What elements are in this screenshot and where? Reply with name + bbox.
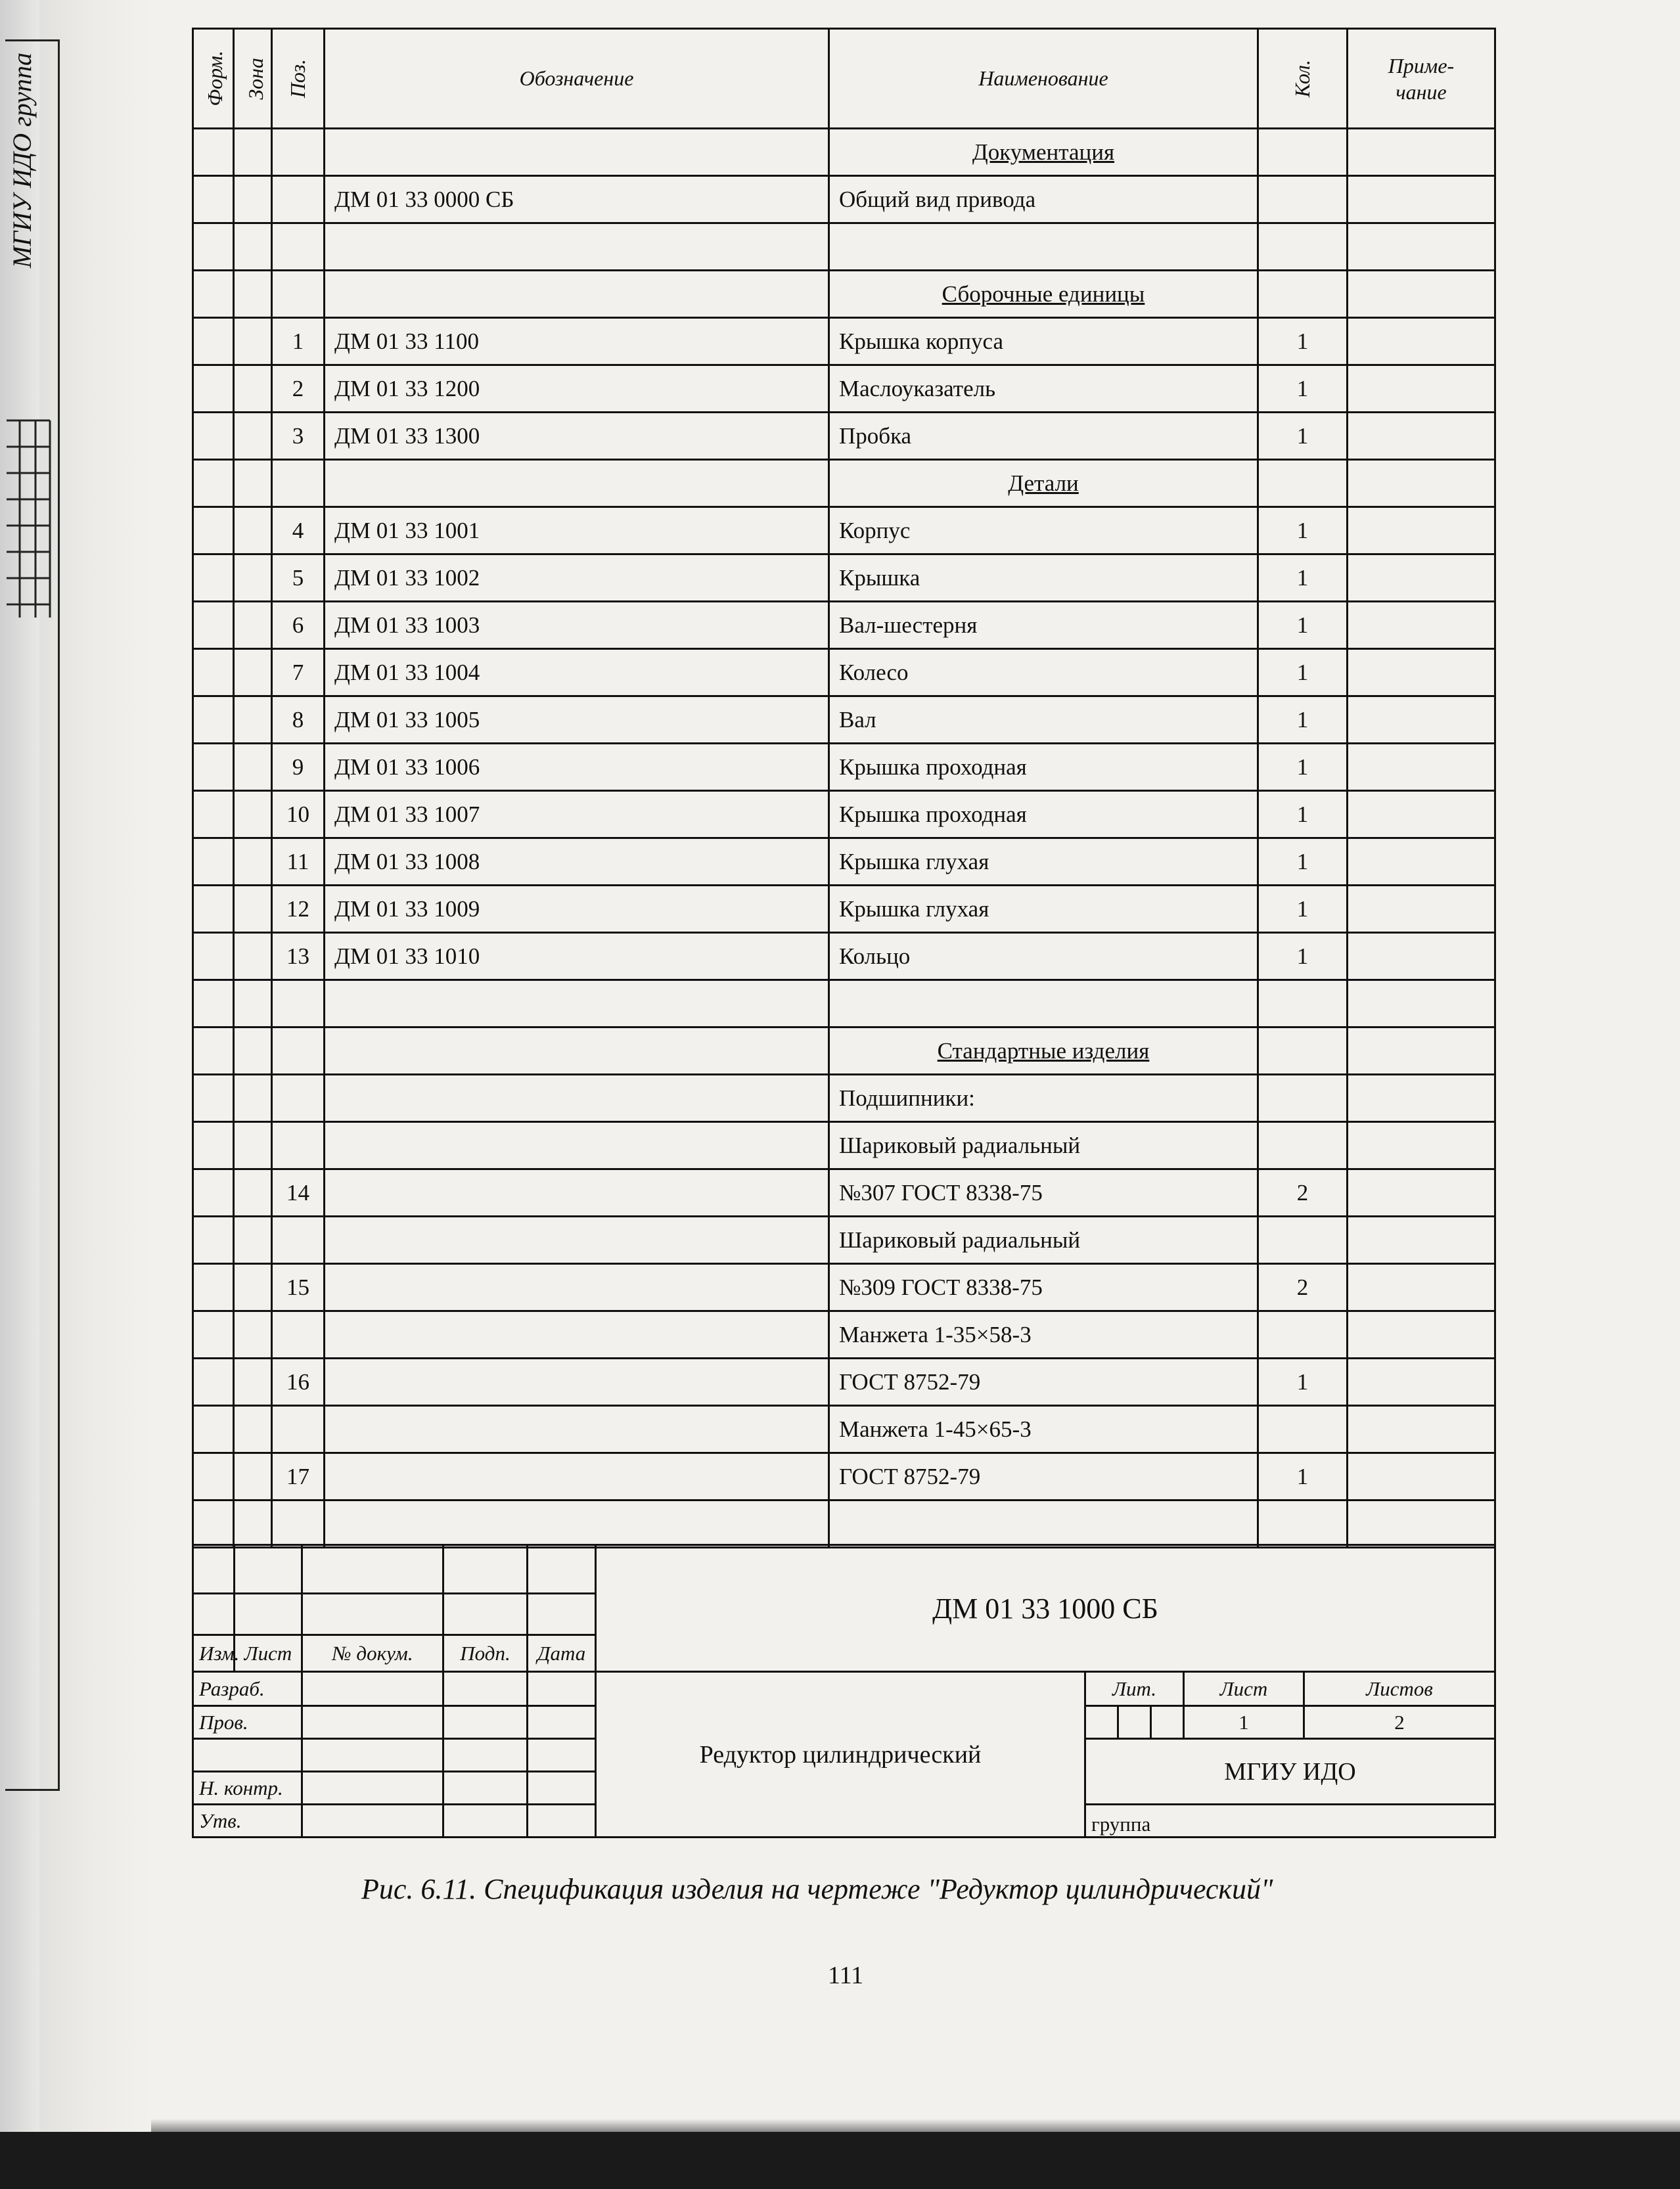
cell-note (1348, 980, 1495, 1027)
cell-note (1348, 744, 1495, 791)
cell-format (193, 696, 234, 744)
cell-designation (325, 1406, 829, 1453)
cell-designation: ДМ 01 33 1100 (325, 318, 829, 365)
cell-note (1348, 507, 1495, 554)
cell-position: 10 (272, 791, 325, 838)
table-row (193, 744, 1495, 791)
cell-zone (234, 602, 272, 649)
cell-format (193, 1501, 234, 1548)
row-prov: Пров. (193, 1706, 302, 1739)
cell-note (1348, 1453, 1495, 1501)
cell-zone (234, 129, 272, 176)
table-row (193, 1406, 1495, 1453)
cell-note (1348, 460, 1495, 507)
cell-name: Пробка (829, 413, 1258, 460)
cell-position: 17 (272, 1453, 325, 1501)
cell-quantity: 1 (1258, 933, 1348, 980)
cell-position: 15 (272, 1264, 325, 1311)
cell-designation (325, 1359, 829, 1406)
table-row (193, 649, 1495, 696)
side-grid-marks (7, 420, 50, 618)
sheets-value: 2 (1304, 1706, 1495, 1739)
table-row (193, 365, 1495, 413)
cell-name: №309 ГОСТ 8338-75 (829, 1264, 1258, 1311)
cell-note (1348, 554, 1495, 602)
cell-zone (234, 460, 272, 507)
cell-designation: ДМ 01 33 1010 (325, 933, 829, 980)
cell-format (193, 507, 234, 554)
table-row (193, 980, 1495, 1027)
cell-zone (234, 1264, 272, 1311)
cell-position: 12 (272, 886, 325, 933)
cell-note (1348, 1027, 1495, 1075)
table-row (193, 223, 1495, 271)
cell-name: Манжета 1-35×58-3 (829, 1311, 1258, 1359)
cell-format (193, 980, 234, 1027)
cell-zone (234, 886, 272, 933)
cell-zone (234, 413, 272, 460)
col-date: Дата (528, 1635, 596, 1672)
table-row (193, 1027, 1495, 1075)
cell-zone (234, 1169, 272, 1217)
table-row (193, 1169, 1495, 1217)
table-row (193, 791, 1495, 838)
cell-note (1348, 791, 1495, 838)
cell-designation (325, 1075, 829, 1122)
cell-note (1348, 838, 1495, 886)
cell-name: Крышка проходная (829, 744, 1258, 791)
cell-name (829, 129, 1258, 176)
organization: МГИУ ИДО (1085, 1739, 1495, 1805)
header-row (193, 29, 1495, 129)
cell-designation (325, 1122, 829, 1169)
cell-name: Крышка проходная (829, 791, 1258, 838)
cell-quantity (1258, 1122, 1348, 1169)
cell-quantity (1258, 1311, 1348, 1359)
cell-zone (234, 1453, 272, 1501)
col-sheet: Лист (1184, 1672, 1304, 1706)
cell-quantity: 1 (1258, 602, 1348, 649)
cell-note (1348, 649, 1495, 696)
cell-format (193, 223, 234, 271)
cell-position: 6 (272, 602, 325, 649)
cell-format (193, 933, 234, 980)
cell-zone (234, 649, 272, 696)
cell-designation (325, 980, 829, 1027)
cell-name: №307 ГОСТ 8338-75 (829, 1169, 1258, 1217)
cell-designation (325, 1027, 829, 1075)
cell-note (1348, 1359, 1495, 1406)
cell-zone (234, 1359, 272, 1406)
cell-position: 5 (272, 554, 325, 602)
cell-format (193, 554, 234, 602)
cell-designation: ДМ 01 33 1009 (325, 886, 829, 933)
cell-position: 4 (272, 507, 325, 554)
section-heading: Документация (972, 139, 1115, 165)
cell-designation (325, 1501, 829, 1548)
table-row (193, 318, 1495, 365)
cell-format (193, 365, 234, 413)
cell-position (272, 1217, 325, 1264)
cell-name: Маслоуказатель (829, 365, 1258, 413)
side-stamp-frame (5, 39, 60, 1791)
cell-quantity: 1 (1258, 744, 1348, 791)
cell-format (193, 129, 234, 176)
title-block (192, 1544, 1496, 1838)
cell-name: Колесо (829, 649, 1258, 696)
col-sheets: Листов (1304, 1672, 1495, 1706)
cell-position: 2 (272, 365, 325, 413)
table-row (193, 1122, 1495, 1169)
cell-designation (325, 1217, 829, 1264)
cell-format (193, 1453, 234, 1501)
header-format: Форм. (193, 29, 234, 129)
cell-name (829, 223, 1258, 271)
table-row (193, 176, 1495, 223)
table-row (193, 413, 1495, 460)
col-izm: Изм. (193, 1635, 235, 1672)
cell-format (193, 176, 234, 223)
cell-zone (234, 791, 272, 838)
specification-table (192, 28, 1496, 1548)
cell-format (193, 1122, 234, 1169)
drawing-code: ДМ 01 33 1000 СБ (596, 1545, 1495, 1672)
cell-quantity: 1 (1258, 507, 1348, 554)
cell-quantity: 2 (1258, 1264, 1348, 1311)
cell-name: Манжета 1-45×65-3 (829, 1406, 1258, 1453)
cell-position (272, 1406, 325, 1453)
cell-note (1348, 318, 1495, 365)
section-heading: Стандартные изделия (937, 1037, 1150, 1064)
cell-zone (234, 1122, 272, 1169)
group-label: группа (1085, 1805, 1495, 1838)
cell-position (272, 129, 325, 176)
cell-position: 7 (272, 649, 325, 696)
cell-quantity: 1 (1258, 1359, 1348, 1406)
cell-zone (234, 223, 272, 271)
table-row (193, 696, 1495, 744)
cell-position (272, 176, 325, 223)
cell-name: ГОСТ 8752-79 (829, 1359, 1258, 1406)
cell-designation (325, 460, 829, 507)
table-row (193, 1264, 1495, 1311)
col-docnum: № докум. (302, 1635, 443, 1672)
cell-note (1348, 365, 1495, 413)
cell-quantity (1258, 460, 1348, 507)
cell-name: Крышка (829, 554, 1258, 602)
cell-format (193, 271, 234, 318)
cell-name (829, 1501, 1258, 1548)
cell-format (193, 744, 234, 791)
header-quantity: Кол. (1258, 29, 1348, 129)
cell-name: Крышка глухая (829, 838, 1258, 886)
header-designation: Обозначение (325, 29, 829, 129)
cell-quantity: 2 (1258, 1169, 1348, 1217)
cell-zone (234, 980, 272, 1027)
col-list: Лист (235, 1635, 302, 1672)
page-bottom-shadow (151, 2119, 1680, 2132)
cell-name: Шариковый радиальный (829, 1217, 1258, 1264)
cell-designation: ДМ 01 33 1003 (325, 602, 829, 649)
cell-name (829, 271, 1258, 318)
cell-format (193, 413, 234, 460)
cell-format (193, 1027, 234, 1075)
cell-quantity: 1 (1258, 649, 1348, 696)
cell-designation (325, 129, 829, 176)
cell-name (829, 980, 1258, 1027)
cell-quantity: 1 (1258, 838, 1348, 886)
cell-zone (234, 933, 272, 980)
header-name: Наименование (829, 29, 1258, 129)
side-stamp-text: МГИУ ИДО группа (7, 53, 37, 268)
cell-quantity: 1 (1258, 1453, 1348, 1501)
cell-designation: ДМ 01 33 1008 (325, 838, 829, 886)
cell-name: Вал-шестерня (829, 602, 1258, 649)
cell-position (272, 1501, 325, 1548)
cell-position: 9 (272, 744, 325, 791)
cell-note (1348, 1264, 1495, 1311)
cell-zone (234, 507, 272, 554)
cell-note (1348, 1501, 1495, 1548)
cell-position (272, 1075, 325, 1122)
cell-quantity (1258, 129, 1348, 176)
table-row (193, 1453, 1495, 1501)
cell-position (272, 271, 325, 318)
cell-position: 14 (272, 1169, 325, 1217)
cell-quantity: 1 (1258, 696, 1348, 744)
cell-position (272, 1311, 325, 1359)
cell-format (193, 1075, 234, 1122)
table-row (193, 460, 1495, 507)
cell-designation (325, 1311, 829, 1359)
cell-format (193, 1359, 234, 1406)
header-note: Приме- чание (1348, 29, 1495, 129)
cell-name: Подшипники: (829, 1075, 1258, 1122)
cell-format (193, 1264, 234, 1311)
figure-caption: Рис. 6.11. Спецификация изделия на чертеже "Редуктор цилиндрический" (361, 1873, 1273, 1905)
cell-designation: ДМ 01 33 1005 (325, 696, 829, 744)
row-razrab: Разраб. (193, 1672, 302, 1706)
cell-note (1348, 271, 1495, 318)
cell-zone (234, 696, 272, 744)
col-lit: Лит. (1085, 1672, 1184, 1706)
cell-designation: ДМ 01 33 1200 (325, 365, 829, 413)
cell-quantity (1258, 1217, 1348, 1264)
cell-designation: ДМ 01 33 1001 (325, 507, 829, 554)
cell-quantity: 1 (1258, 318, 1348, 365)
cell-position: 3 (272, 413, 325, 460)
cell-position: 8 (272, 696, 325, 744)
cell-quantity (1258, 223, 1348, 271)
cell-position (272, 1122, 325, 1169)
table-row (193, 933, 1495, 980)
cell-designation (325, 1264, 829, 1311)
table-row (193, 1217, 1495, 1264)
table-row (193, 886, 1495, 933)
cell-name: Корпус (829, 507, 1258, 554)
cell-format (193, 460, 234, 507)
cell-designation: ДМ 01 33 1002 (325, 554, 829, 602)
cell-note (1348, 886, 1495, 933)
cell-position: 13 (272, 933, 325, 980)
cell-note (1348, 696, 1495, 744)
cell-designation (325, 223, 829, 271)
cell-format (193, 1217, 234, 1264)
table-row (193, 1075, 1495, 1122)
cell-zone (234, 1311, 272, 1359)
cell-note (1348, 129, 1495, 176)
cell-zone (234, 744, 272, 791)
table-row (193, 838, 1495, 886)
cell-note (1348, 1217, 1495, 1264)
cell-position: 11 (272, 838, 325, 886)
cell-name: Крышка корпуса (829, 318, 1258, 365)
cell-position: 1 (272, 318, 325, 365)
cell-designation: ДМ 01 33 1004 (325, 649, 829, 696)
cell-zone (234, 271, 272, 318)
cell-zone (234, 1217, 272, 1264)
table-row (193, 129, 1495, 176)
cell-position: 16 (272, 1359, 325, 1406)
cell-designation (325, 1169, 829, 1217)
cell-quantity (1258, 271, 1348, 318)
cell-format (193, 318, 234, 365)
table-row (193, 507, 1495, 554)
cell-note (1348, 933, 1495, 980)
cell-quantity (1258, 1501, 1348, 1548)
cell-position (272, 223, 325, 271)
table-row (193, 1311, 1495, 1359)
cell-name: Крышка глухая (829, 886, 1258, 933)
cell-designation: ДМ 01 33 1300 (325, 413, 829, 460)
cell-format (193, 838, 234, 886)
cell-zone (234, 838, 272, 886)
cell-quantity (1258, 1406, 1348, 1453)
cell-zone (234, 1027, 272, 1075)
cell-note (1348, 413, 1495, 460)
sheet-value: 1 (1184, 1706, 1304, 1739)
cell-name: Общий вид привода (829, 176, 1258, 223)
cell-designation: ДМ 01 33 0000 СБ (325, 176, 829, 223)
cell-name: Вал (829, 696, 1258, 744)
cell-format (193, 602, 234, 649)
table-row (193, 271, 1495, 318)
cell-zone (234, 176, 272, 223)
cell-zone (234, 318, 272, 365)
cell-format (193, 1406, 234, 1453)
cell-designation: ДМ 01 33 1007 (325, 791, 829, 838)
cell-format (193, 886, 234, 933)
cell-quantity: 1 (1258, 791, 1348, 838)
cell-zone (234, 1406, 272, 1453)
col-signature: Подп. (443, 1635, 528, 1672)
cell-designation (325, 1453, 829, 1501)
row-nkontr: Н. контр. (193, 1772, 302, 1805)
cell-format (193, 649, 234, 696)
cell-quantity: 1 (1258, 365, 1348, 413)
cell-zone (234, 554, 272, 602)
cell-quantity (1258, 1027, 1348, 1075)
page-number: 111 (828, 1962, 864, 1989)
specification-body (193, 129, 1495, 1548)
table-row (193, 1501, 1495, 1548)
cell-position (272, 1027, 325, 1075)
cell-format (193, 1311, 234, 1359)
cell-note (1348, 223, 1495, 271)
cell-note (1348, 1075, 1495, 1122)
cell-quantity (1258, 1075, 1348, 1122)
cell-name: Шариковый радиальный (829, 1122, 1258, 1169)
cell-name: Кольцо (829, 933, 1258, 980)
cell-quantity (1258, 980, 1348, 1027)
cell-note (1348, 176, 1495, 223)
cell-zone (234, 365, 272, 413)
section-heading: Детали (1008, 470, 1079, 496)
page-bottom-edge (0, 2132, 1680, 2189)
cell-zone (234, 1501, 272, 1548)
cell-designation (325, 271, 829, 318)
cell-position (272, 980, 325, 1027)
cell-zone (234, 1075, 272, 1122)
cell-quantity: 1 (1258, 554, 1348, 602)
cell-note (1348, 1406, 1495, 1453)
cell-name (829, 460, 1258, 507)
section-heading: Сборочные единицы (942, 281, 1145, 307)
cell-format (193, 791, 234, 838)
header-zone: Зона (234, 29, 272, 129)
header-position: Поз. (272, 29, 325, 129)
cell-name: ГОСТ 8752-79 (829, 1453, 1258, 1501)
cell-note (1348, 1169, 1495, 1217)
row-utv: Утв. (193, 1805, 302, 1838)
cell-position (272, 460, 325, 507)
cell-note (1348, 1122, 1495, 1169)
cell-note (1348, 602, 1495, 649)
cell-note (1348, 1311, 1495, 1359)
cell-quantity (1258, 176, 1348, 223)
cell-designation: ДМ 01 33 1006 (325, 744, 829, 791)
cell-quantity: 1 (1258, 413, 1348, 460)
cell-name (829, 1027, 1258, 1075)
cell-format (193, 1169, 234, 1217)
table-row (193, 1359, 1495, 1406)
table-row (193, 554, 1495, 602)
cell-quantity: 1 (1258, 886, 1348, 933)
table-row (193, 602, 1495, 649)
product-name: Редуктор цилиндрический (596, 1672, 1085, 1838)
